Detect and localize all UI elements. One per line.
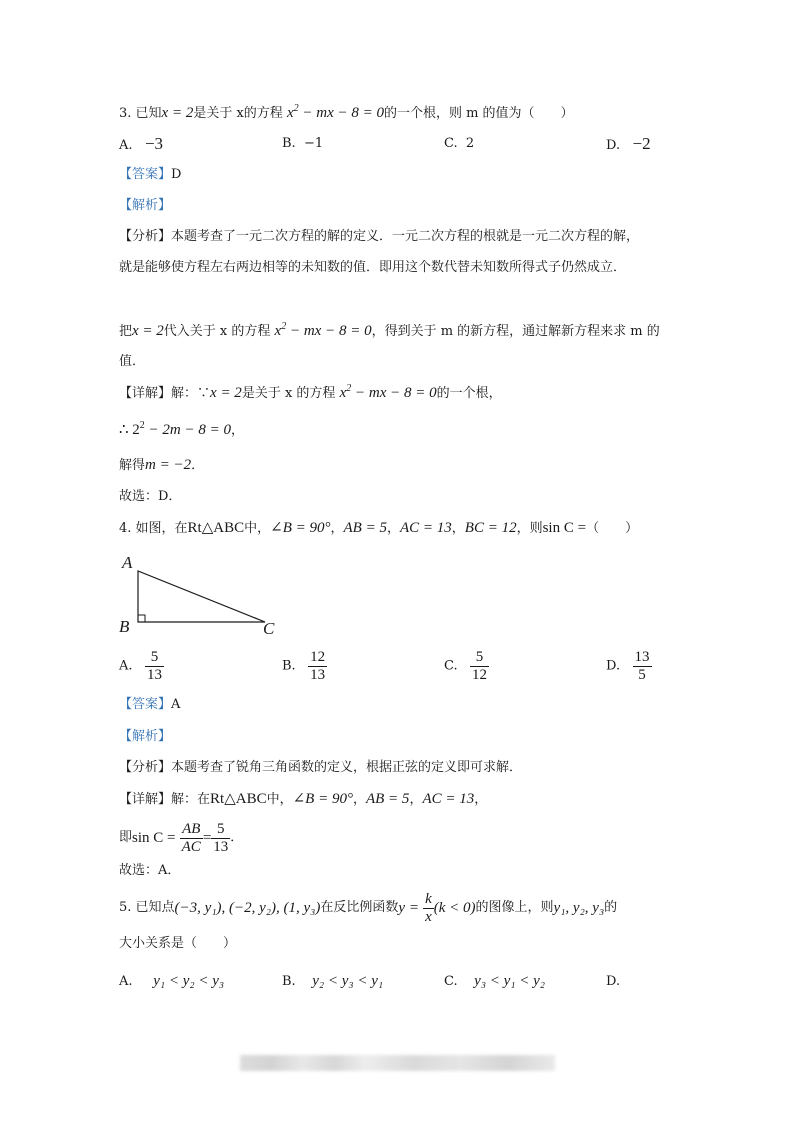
q5-stem: 5. 已知点(−3, y₁), (−2, y₂), (1, y₃)在反比例函数y = $\frac{k}{x}$ (k < 0)的图像上，则y₁, y₂, y₃的 — [119, 890, 618, 925]
q4-option-a: A. $\frac{5}{13}$ — [119, 649, 162, 683]
answer-tag: 【答案】 — [119, 167, 172, 182]
q4-option-c: C. $\frac{5}{12}$ — [444, 649, 488, 683]
q4-option-d: D. $\frac{13}{5}$ — [606, 649, 650, 683]
q3-substitution: 把x = 2代入关于 x 的方程 $x^2$ − mx − 8 = 0，得到关于 m 的新方程，通过解新方程来求 m 的 — [119, 321, 660, 339]
q3-stem — [119, 104, 574, 123]
q5-option-a: A. y₁ < y₂ < y₃ — [119, 973, 225, 989]
q3-answer — [119, 166, 181, 184]
answer-value: D — [171, 167, 182, 182]
right-angle-mark — [138, 615, 145, 622]
q4-stem: 4. 如图，在Rt△ABC中，∠B = 90°，AB = 5，AC = 13，BC = 12，则sin C =（ ） — [119, 520, 639, 536]
q3-option-d: D. −2 — [606, 134, 651, 153]
q3-stem-text: 3. 已知 — [119, 106, 162, 121]
triangle-abc — [138, 571, 265, 622]
q3-equation: $x^2$ − mx − 8 = 0 — [286, 103, 384, 121]
q3-detail: 【详解】解：∵x = 2是关于 x 的方程 $x^2$ − mx − 8 = 0的一个根， — [119, 383, 502, 401]
q3-substitution-2: 值． — [119, 354, 146, 369]
q3-step2: 解得m = −2． — [119, 457, 205, 473]
q3-stem-text-2: 是关于 x的方程 — [193, 106, 283, 121]
q3-option-b: B. −1 — [282, 136, 324, 151]
footer-watermark — [240, 1055, 555, 1071]
q3-step1: ∴ $2^2 - 2m - 8 = 0$， — [119, 420, 245, 438]
q5-option-c: C. y₃ < y₁ < y₂ — [444, 973, 546, 989]
q4-triangle-figure — [112, 552, 282, 638]
q5-option-b: B. y₂ < y₃ < y₁ — [282, 973, 384, 989]
q3-condition: x = 2 — [161, 105, 194, 121]
answer-tag: 【答案】 — [119, 697, 172, 712]
q3-fenxi-line2: 就是能够使方程左右两边相等的未知数的值．即用这个数代替未知数所得式子仍然成立． — [119, 260, 627, 275]
q3-analysis-tag: 【解析】 — [119, 198, 172, 213]
q4-analysis-tag: 【解析】 — [119, 729, 172, 744]
vertex-label-c: C — [263, 619, 275, 638]
q4-sine-result: 即sin C = $\frac{AB}{AC}$ = $\frac{5}{13}$ ． — [119, 820, 244, 855]
q3-fenxi-line1: 【分析】本题考查了一元二次方程的解的定义．一元二次方程的根就是一元二次方程的解， — [119, 229, 640, 244]
answer-value: A — [171, 697, 181, 712]
q3-option-c: C. 2 — [444, 136, 475, 151]
vertex-label-b: B — [119, 617, 130, 636]
q3-stem-text-3: 的一个根，则 m 的值为（ ） — [383, 106, 574, 121]
q4-fenxi: 【分析】本题考查了锐角三角函数的定义，根据正弦的定义即可求解． — [119, 760, 523, 775]
q3-option-a: A. −3 — [119, 134, 164, 153]
q5-option-d: D. — [606, 974, 621, 989]
q4-choose: 故选：A． — [119, 863, 181, 878]
q5-stem-2: 大小关系是（ ） — [119, 936, 237, 951]
q3-choose: 故选：D． — [119, 489, 182, 504]
q4-detail: 【详解】解：在Rt△ABC中，∠B = 90°，AB = 5，AC = 13， — [119, 791, 488, 807]
q4-answer — [119, 696, 180, 714]
vertex-label-a: A — [122, 553, 133, 572]
q4-option-b: B. $\frac{12}{13}$ — [282, 649, 326, 683]
